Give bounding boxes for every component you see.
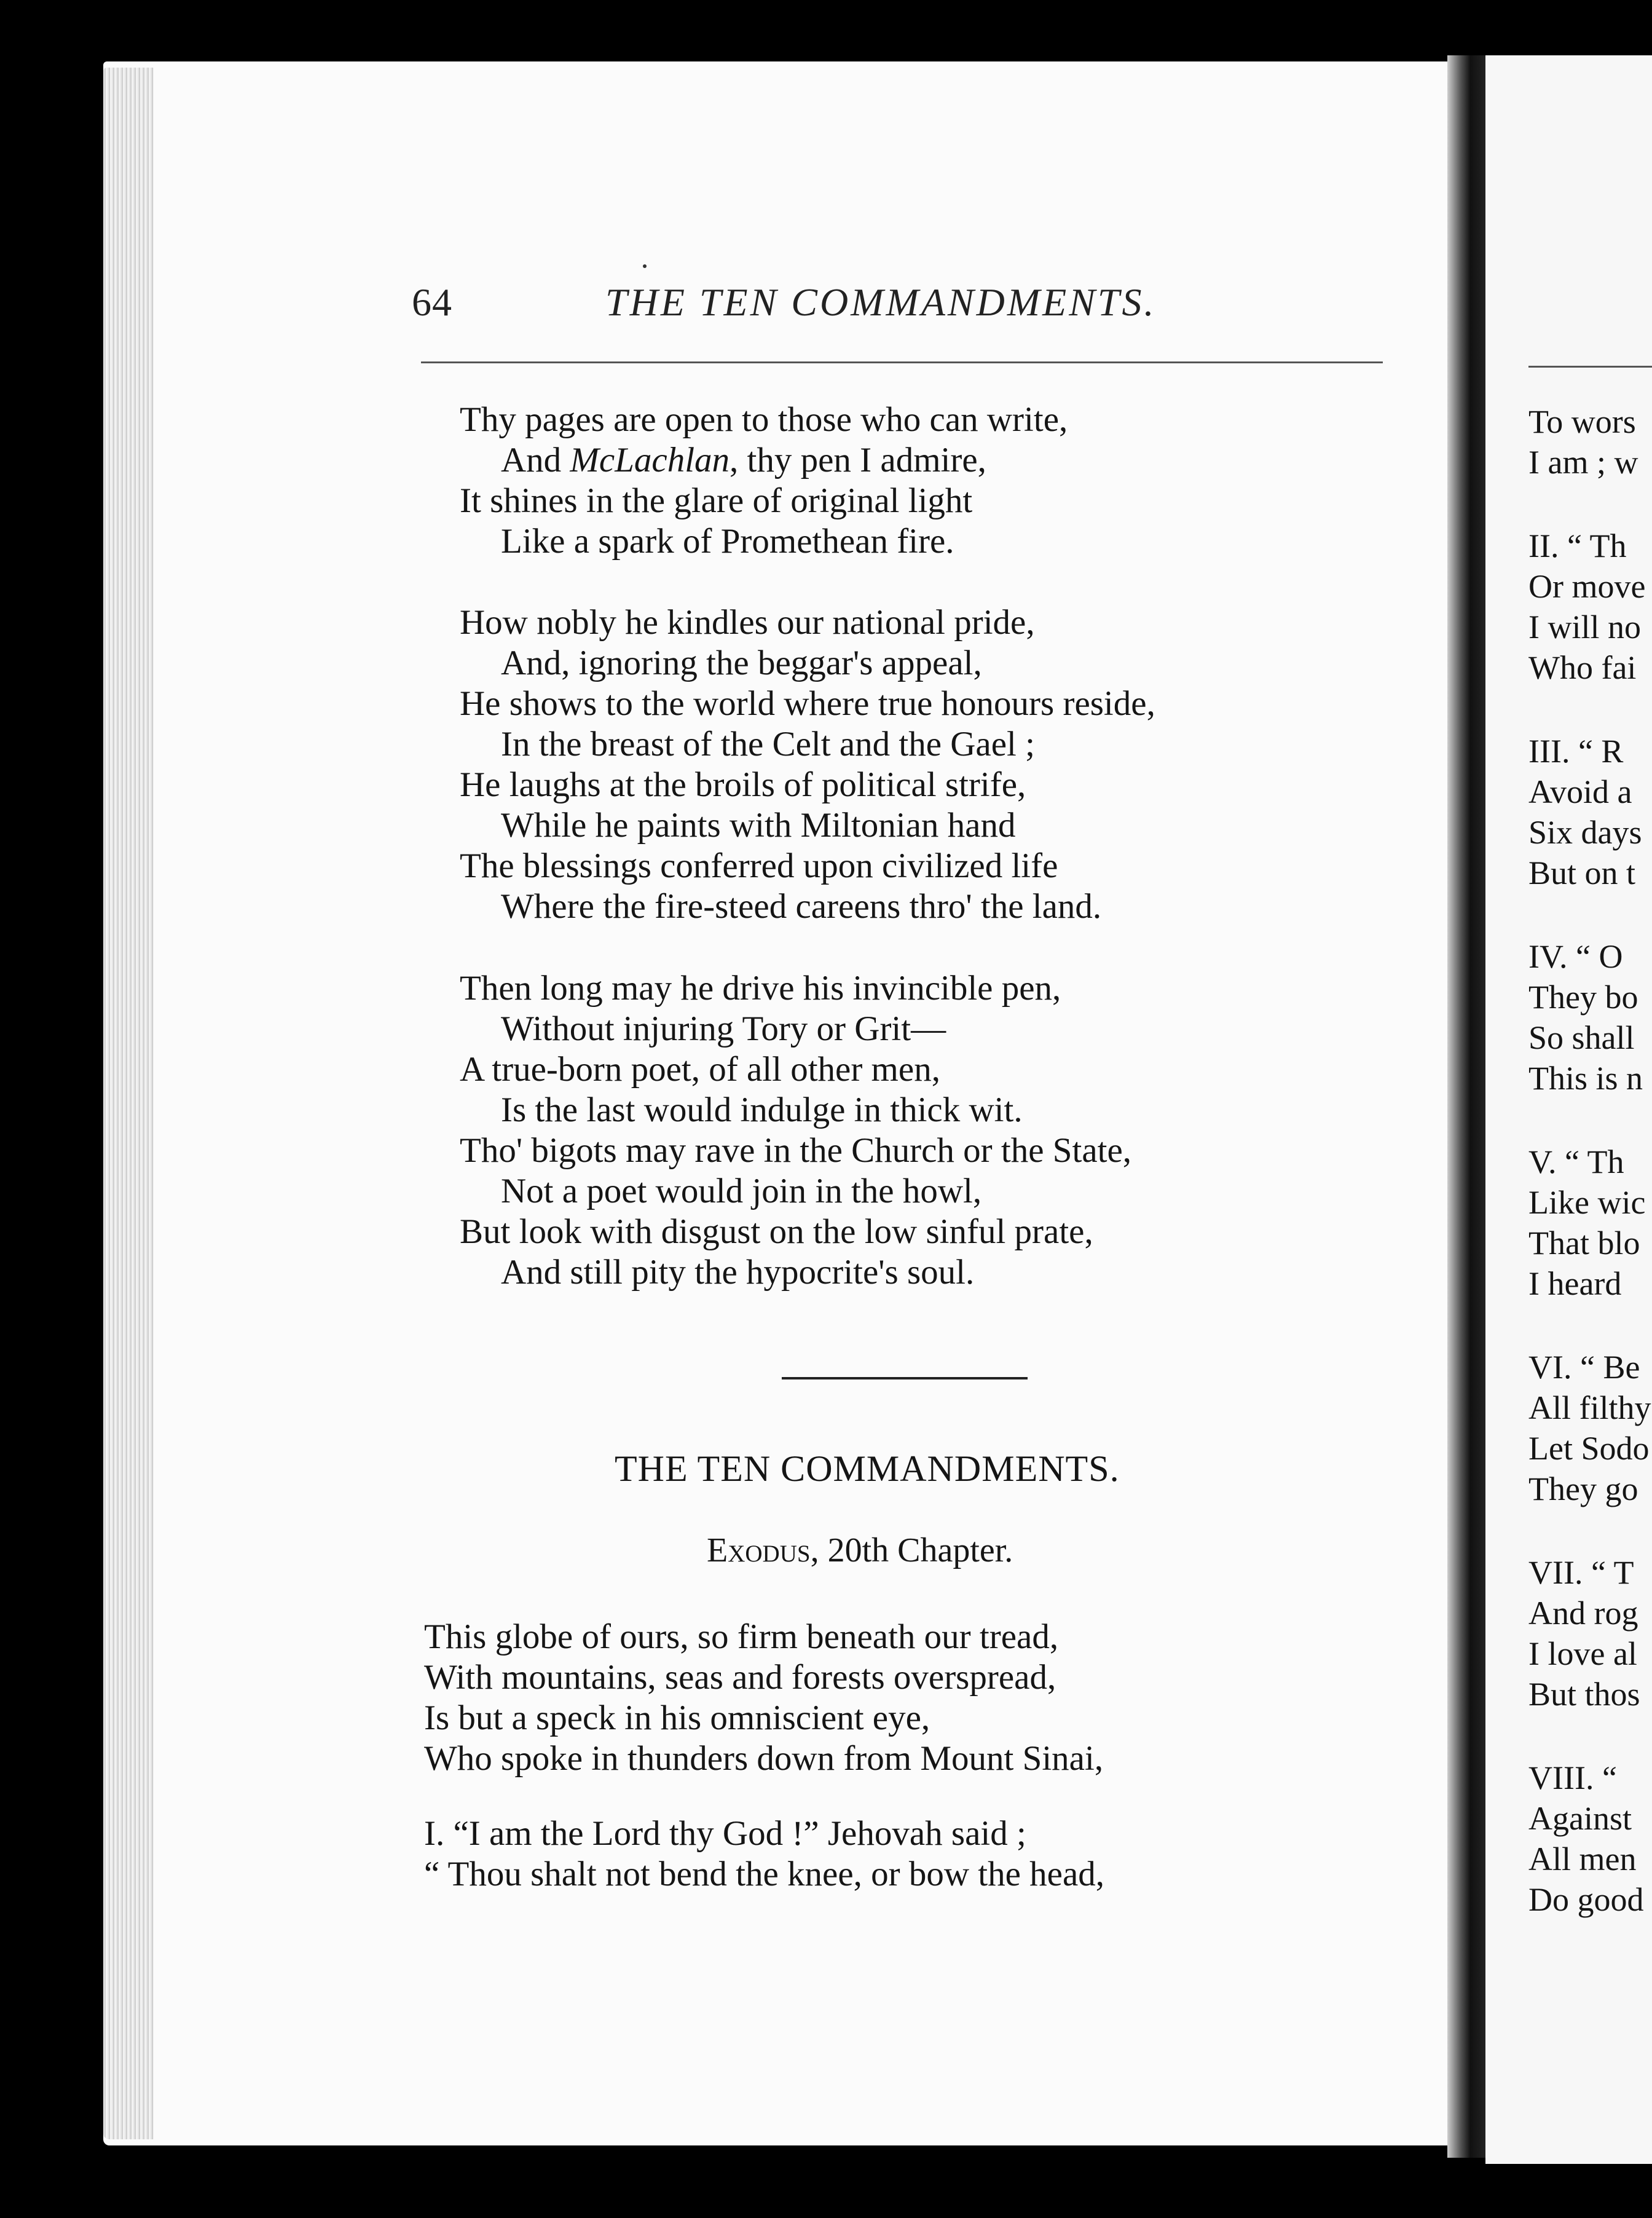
header-rule <box>421 361 1383 363</box>
right-page <box>1485 55 1652 2164</box>
intro-line: This globe of ours, so firm beneath our tread, <box>424 1617 1059 1656</box>
poem-line: He shows to the world where true honours reside, <box>460 684 1155 723</box>
right-page-line: So shall <box>1528 1019 1635 1056</box>
right-page-line: They go <box>1528 1470 1638 1507</box>
subtitle-exodus: Exodus <box>707 1531 811 1569</box>
poem-line: Tho' bigots may rave in the Church or the State, <box>460 1131 1132 1170</box>
poem-line: And, ignoring the beggar's appeal, <box>501 644 982 682</box>
commandment-line: “ Thou shalt not bend the knee, or bow the head, <box>424 1855 1104 1893</box>
right-page-rule <box>1528 366 1652 368</box>
page-number: 64 <box>412 280 452 324</box>
section-subtitle <box>707 1531 1013 1570</box>
right-page-line: Let Sodo <box>1528 1430 1650 1467</box>
running-title: THE TEN COMMANDMENTS. <box>605 280 1157 324</box>
subtitle-chapter: , 20th Chapter. <box>810 1531 1013 1569</box>
poem-line: The blessings conferred upon civilized life <box>460 847 1058 885</box>
right-page-line: I will no <box>1528 609 1641 645</box>
right-page-line: But thos <box>1528 1676 1640 1713</box>
right-page-line: II. “ Th <box>1528 527 1627 564</box>
poem-line: Like a spark of Promethean fire. <box>501 522 954 561</box>
right-page-line: This is n <box>1528 1060 1643 1097</box>
right-page-line: Do good <box>1528 1881 1644 1918</box>
right-page-line: I love al <box>1528 1635 1637 1672</box>
poem-line: Then long may he drive his invincible pen, <box>460 969 1061 1008</box>
book-spine <box>1447 55 1485 2158</box>
right-page-line: VII. “ T <box>1528 1554 1634 1591</box>
commandment-line: I. “I am the Lord thy God !” Jehovah said ; <box>424 1814 1026 1853</box>
right-page-line: Avoid a <box>1528 773 1632 810</box>
right-page-line: I heard <box>1528 1265 1622 1302</box>
intro-line: Who spoke in thunders down from Mount Sinai, <box>424 1739 1104 1778</box>
print-speck <box>643 264 647 268</box>
right-page-line: III. “ R <box>1528 733 1624 770</box>
right-page-line: Who fai <box>1528 649 1637 686</box>
poem-line: While he paints with Miltonian hand <box>501 806 1016 845</box>
poem-line: In the breast of the Celt and the Gael ; <box>501 725 1035 764</box>
section-title: THE TEN COMMANDMENTS. <box>615 1448 1120 1489</box>
line-prefix: And <box>501 441 570 480</box>
poem-line: A true-born poet, of all other men, <box>460 1050 940 1089</box>
right-page-line: I am ; w <box>1528 444 1638 481</box>
right-page-line: VIII. “ <box>1528 1759 1617 1796</box>
right-page-line: All filthy <box>1528 1389 1651 1426</box>
right-page-line: To wors <box>1528 403 1636 440</box>
right-page-line: They bo <box>1528 979 1638 1016</box>
right-page-line: IV. “ O <box>1528 938 1623 975</box>
poem-line: Where the fire-steed careens thro' the land. <box>501 887 1102 926</box>
right-page-line: Six days <box>1528 814 1642 851</box>
poem-line: But look with disgust on the low sinful prate, <box>460 1212 1093 1251</box>
poem-line: And still pity the hypocrite's soul. <box>501 1253 975 1292</box>
intro-line: Is but a speck in his omniscient eye, <box>424 1699 930 1737</box>
right-page-line: Against <box>1528 1800 1632 1837</box>
right-page-line: That blo <box>1528 1225 1640 1261</box>
right-page-line: All men <box>1528 1841 1637 1877</box>
right-page-line: Like wic <box>1528 1184 1646 1221</box>
poem-line <box>501 440 986 481</box>
right-page-line: But on t <box>1528 854 1636 891</box>
page-edges <box>103 68 154 2139</box>
intro-line: With mountains, seas and forests overspread, <box>424 1658 1056 1697</box>
mclachlan-name: McLachlan <box>570 441 730 480</box>
line-suffix: , thy pen I admire, <box>730 441 986 480</box>
right-page-line: VI. “ Be <box>1528 1349 1640 1386</box>
poem-line: How nobly he kindles our national pride, <box>460 603 1035 642</box>
poem-line: It shines in the glare of original light <box>460 481 973 520</box>
right-page-line: V. “ Th <box>1528 1143 1624 1180</box>
section-divider <box>782 1377 1028 1379</box>
right-page-line: And rog <box>1528 1595 1638 1632</box>
poem-line: He laughs at the broils of political strife, <box>460 765 1026 804</box>
poem-line: Is the last would indulge in thick wit. <box>501 1091 1023 1129</box>
right-page-line: Or move <box>1528 568 1646 605</box>
poem-line: Not a poet would join in the howl, <box>501 1172 982 1210</box>
poem-line: Thy pages are open to those who can write, <box>460 400 1068 439</box>
poem-line: Without injuring Tory or Grit— <box>501 1009 946 1048</box>
